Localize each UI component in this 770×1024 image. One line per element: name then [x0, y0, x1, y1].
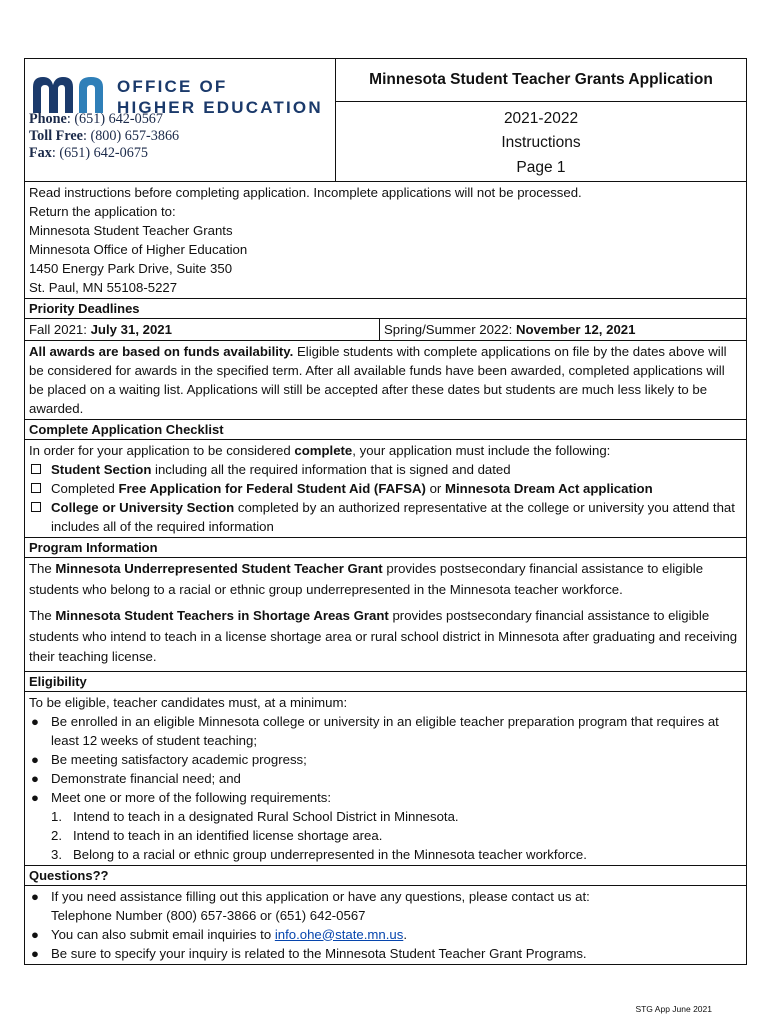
header-logo-block [25, 59, 335, 181]
eligibility-item: ● Demonstrate financial need; and [31, 770, 241, 786]
eligibility-heading: Eligibility [25, 672, 746, 692]
form-year: 2021-2022 [503, 110, 579, 127]
fax-line: Fax: (651) 642-0675 [29, 145, 149, 161]
header [25, 59, 746, 182]
intro-line: St. Paul, MN 55108-5227 [29, 280, 178, 295]
spring-deadline: Spring/Summer 2022: November 12, 2021 [384, 322, 636, 337]
phone-line: Phone: (651) 642-0567 [29, 111, 163, 127]
checklist-item: College or University Section completed by an authorized representative at the college or university you attend that includes all of the required information [29, 498, 742, 536]
logo-m-icon [33, 77, 73, 113]
deadlines-heading: Priority Deadlines [25, 299, 746, 319]
intro-line: Minnesota Student Teacher Grants [29, 223, 233, 238]
requirement-item: 2. Intend to teach in an identified license shortage area. [51, 827, 383, 843]
requirements-list [29, 807, 742, 864]
intro-line: 1450 Energy Park Drive, Suite 350 [29, 261, 233, 276]
checklist-section [25, 440, 746, 538]
requirement-item: 1. Intend to teach in a designated Rural School District in Minnesota. [51, 808, 459, 824]
funds-notice: All awards are based on funds availability. Eligible students with complete applications on file by the dates above will be considered for awards in the specified term. After all available funds have been awarded, completed applications will be placed on a waiting list. Applications will still be accepted after these dates but students are much less likely to be awarded. [25, 341, 746, 420]
program-heading: Program Information [25, 538, 746, 558]
bullet-icon: ● [31, 926, 39, 942]
eligibility-item: ● Be meeting satisfactory academic progress; [31, 751, 307, 767]
intro-section [25, 182, 746, 299]
bullet-icon: ● [31, 888, 39, 904]
checkbox-icon [31, 483, 41, 493]
bullet-icon: ● [31, 945, 39, 961]
intro-line: Read instructions before completing application. Incomplete applications will not be processed. [29, 185, 582, 200]
checkbox-icon [31, 502, 41, 512]
form-instructions-label: Instructions [501, 134, 581, 151]
questions-heading: Questions?? [25, 866, 746, 886]
application-page [24, 58, 747, 965]
question-item: ● You can also submit email inquiries to info.ohe@state.mn.us. [31, 926, 407, 942]
program-section [25, 558, 746, 672]
contact-info [29, 111, 179, 162]
checklist-item: Completed Free Application for Federal Student Aid (FAFSA) or Minnesota Dream Act application [29, 479, 742, 498]
checklist-intro: In order for your application to be considered complete, your application must include the following: [29, 443, 611, 458]
org-line2: HIGHER EDUCATION [117, 98, 323, 115]
form-title: Minnesota Student Teacher Grants Application [336, 59, 746, 102]
program-paragraph: The Minnesota Student Teachers in Shortage Areas Grant provides postsecondary financial assistance to eligible students who intend to teach in a license shortage area or rural school district in Minnesota after graduating and receiving their teaching license. [29, 608, 738, 664]
eligibility-intro: To be eligible, teacher candidates must, at a minimum: [29, 694, 348, 710]
checklist-list [29, 460, 742, 536]
bullet-icon: ● [31, 770, 39, 786]
checklist-item: Student Section including all the required information that is signed and dated [29, 460, 742, 479]
intro-line: Minnesota Office of Higher Education [29, 242, 248, 257]
ohe-logo [31, 73, 331, 115]
bullet-icon: ● [31, 751, 39, 767]
page-number: Page 1 [516, 159, 566, 176]
eligibility-item: ● Meet one or more of the following requirements: [31, 789, 332, 805]
eligibility-section [25, 692, 746, 866]
bullet-icon: ● [31, 789, 39, 805]
question-item: ● If you need assistance filling out this application or have any questions, please contact us at: Telephone Number (800) 657-3866 or (651) 642-0567 [31, 888, 590, 923]
intro-line: Return the application to: [29, 204, 176, 219]
checkbox-icon [31, 464, 41, 474]
checklist-heading: Complete Application Checklist [25, 420, 746, 440]
question-item: ● Be sure to specify your inquiry is related to the Minnesota Student Teacher Grant Programs. [31, 945, 587, 961]
requirement-item: 3. Belong to a racial or ethnic group underrepresented in the Minnesota teacher workforce. [51, 846, 587, 862]
org-line1: OFFICE OF [117, 77, 228, 96]
questions-list [29, 887, 742, 963]
email-link[interactable]: info.ohe@state.mn.us [274, 926, 404, 942]
bullet-icon: ● [31, 713, 39, 729]
footer-version: STG App June 2021 [635, 1004, 712, 1014]
program-paragraph: The Minnesota Underrepresented Student Teacher Grant provides postsecondary financial assistance to eligible students who belong to a racial or ethnic group underrepresented in the Minnesota teacher workforce. [29, 561, 704, 597]
fall-deadline: Fall 2021: July 31, 2021 [25, 319, 380, 340]
questions-section [25, 886, 746, 964]
eligibility-item: ● Be enrolled in an eligible Minnesota college or university in an eligible teacher preparation program that requires at least 12 weeks of student teaching; [31, 713, 719, 748]
tollfree-line: Toll Free: (800) 657-3866 [29, 128, 180, 144]
header-title-block [335, 59, 746, 181]
logo-n-icon [79, 77, 103, 113]
deadlines-row [25, 319, 746, 341]
eligibility-list [29, 712, 742, 807]
